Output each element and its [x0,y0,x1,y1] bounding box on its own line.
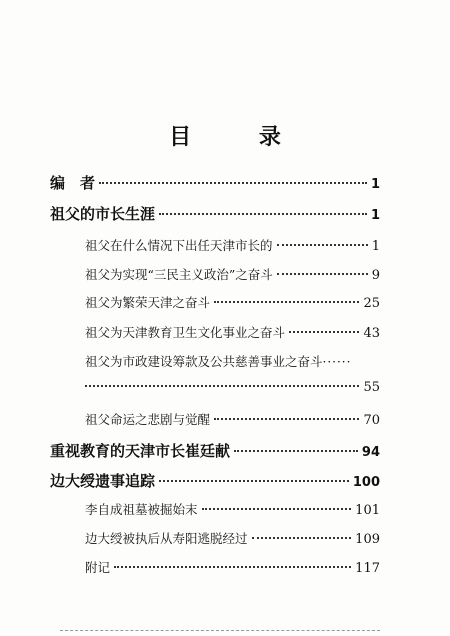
leader-dots [214,301,359,303]
toc-entry-page: 100 [352,475,380,490]
toc-entry-label: 祖父为实现“三民主义政治”之奋斗 [85,267,273,282]
toc-entry-label: 祖父为繁荣天津之奋斗 [85,295,211,310]
toc-entry-bian-dashou[interactable] [50,470,380,491]
toc-entry-page: 94 [361,445,380,460]
toc-subentry-three-principles[interactable] [85,265,380,283]
toc-entry-page: 117 [355,561,380,576]
leader-dots [214,418,359,420]
toc-entry-label: 重视教育的天津市长崔廷献 [50,442,231,460]
toc-entry-mayor-career[interactable] [50,203,380,224]
leader-dots [99,182,367,184]
toc-entry-label: 祖父命运之悲剧与觉醒 [85,412,211,427]
leader-dots [114,566,351,568]
toc-subentry-appointment[interactable] [85,236,380,254]
leader-dots [202,508,352,510]
leader-dots [234,450,358,452]
leader-dots [159,480,349,482]
toc-entry-page: 1 [370,177,380,192]
toc-entry-page: 1 [371,239,380,254]
toc-entry-page: 70 [363,413,380,428]
toc-entry-page: 1 [370,208,380,223]
leader-dots [277,273,368,275]
leader-dots [289,331,359,333]
toc-subentry-li-zicheng-tomb[interactable] [85,500,380,518]
toc-entry-page: 43 [363,326,380,341]
toc-entry-label: 祖父在什么情况下出任天津市长的 [85,238,273,253]
toc-entry-page: 25 [363,296,380,311]
toc-entry-editor[interactable] [50,172,380,193]
toc-entry-page: 109 [355,532,380,547]
toc-title: 目 录 [169,124,311,150]
leader-dots [159,213,367,215]
toc-subentry-municipal-funding-continued [85,380,380,395]
leader-dots [252,537,352,539]
toc-entry-label: 边大绶被执后从寿阳逃脱经过 [85,531,248,546]
toc-entry-label: 编 者 [50,174,96,192]
page-bottom-rule [60,630,380,631]
toc-entry-label: 祖父为天津教育卫生文化事业之奋斗 [85,325,286,340]
toc-entry-label: 附记 [85,560,111,575]
toc-entry-page: 55 [363,380,380,395]
toc-entry-label: 边大绶遗事追踪 [50,472,156,490]
toc-subentry-municipal-funding[interactable] [85,352,375,370]
toc-entry-label: 李自成祖墓被掘始末 [85,502,198,517]
toc-subentry-fate-tragedy[interactable] [85,410,380,428]
toc-entry-page: 101 [355,503,380,518]
toc-subentry-prosperity[interactable] [85,293,380,311]
toc-entry-cui-tingxian[interactable] [50,440,380,461]
toc-subentry-escape-shouyang[interactable] [85,529,380,547]
leader-dots-trailing: ······ [322,355,352,369]
toc-entry-label: 祖父为市政建设筹款及公共慈善事业之奋斗 [85,354,323,369]
toc-entry-page: 9 [371,268,380,283]
toc-subentry-education-culture[interactable] [85,323,380,341]
leader-dots [85,385,359,387]
toc-subentry-appendix[interactable] [85,558,380,576]
toc-entry-label: 祖父的市长生涯 [50,205,156,223]
leader-dots [277,244,368,246]
